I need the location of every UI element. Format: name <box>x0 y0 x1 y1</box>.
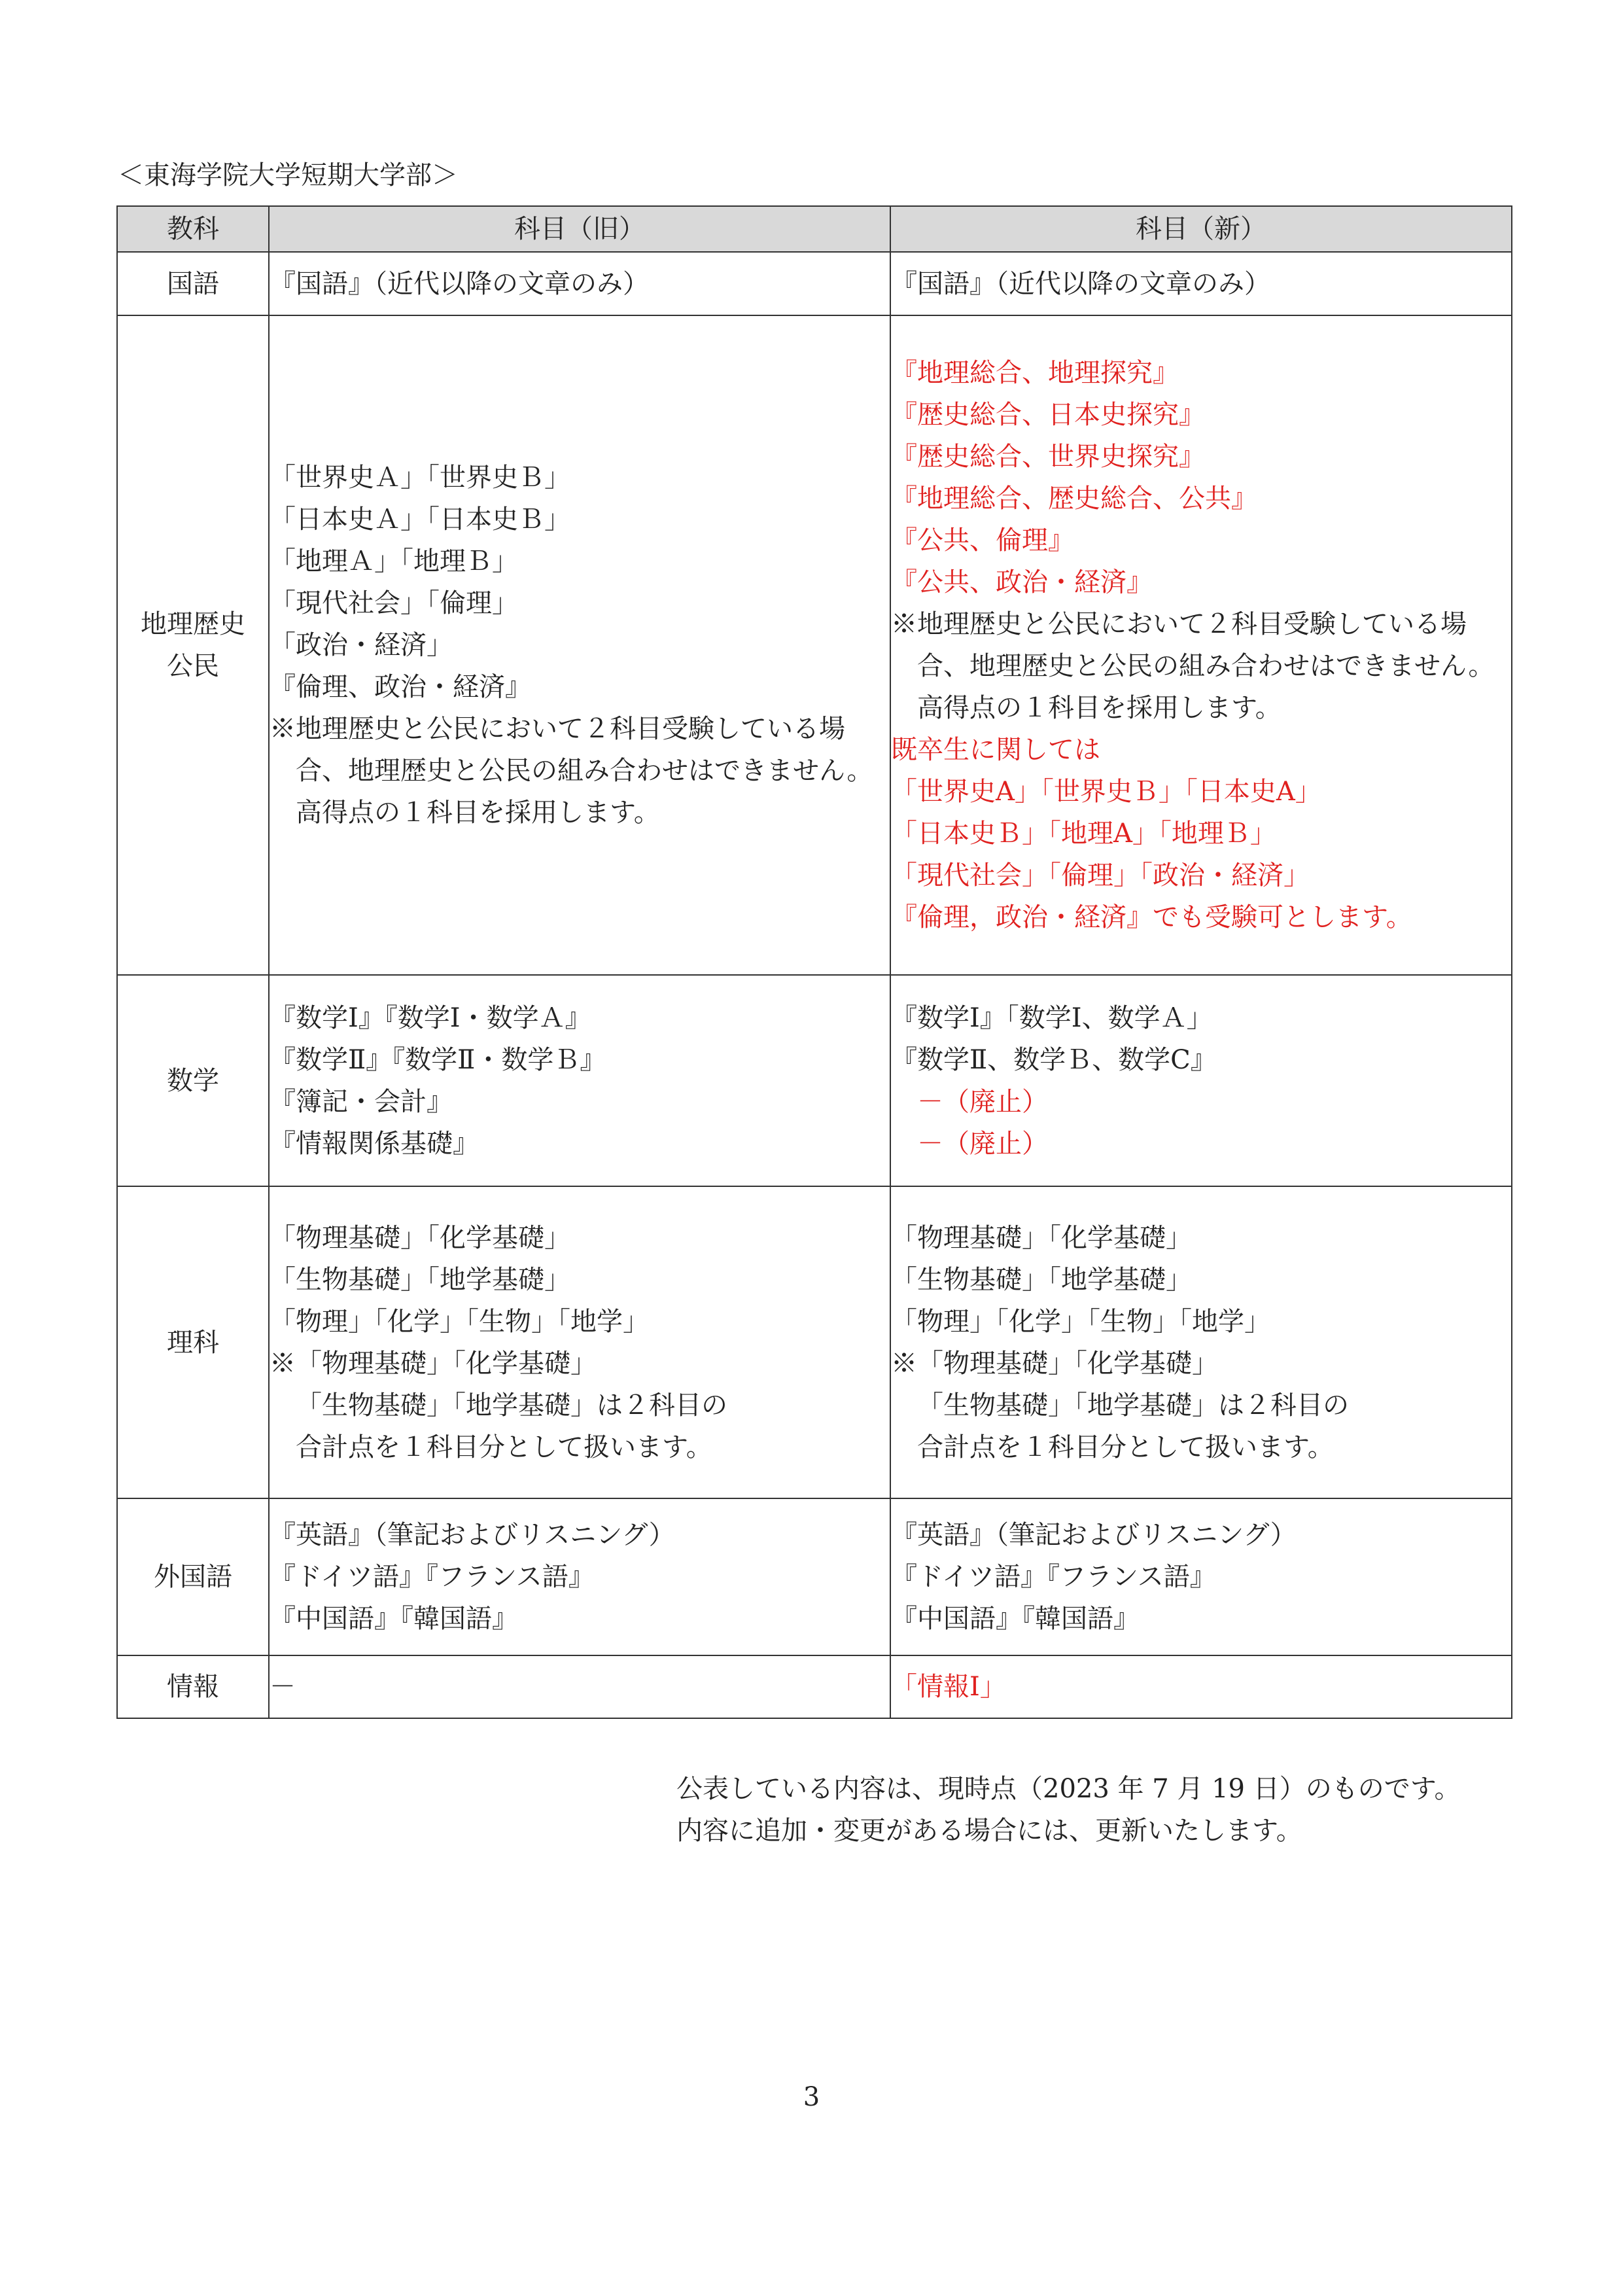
note-text: 合計点を１科目分として扱います。 <box>917 1432 1334 1462</box>
row-sugaku <box>117 975 1512 1186</box>
subjects-table <box>116 205 1512 1719</box>
subject-cell <box>117 315 269 975</box>
list-item: 「政治・経済」 <box>270 630 453 660</box>
list-item: 『中国語』『韓国語』 <box>270 1604 518 1634</box>
list-item: 「物理基礎」「化学基礎」 <box>891 1222 1192 1253</box>
list-item: 「日本史Ａ」「日本史Ｂ」 <box>270 504 570 535</box>
footer-notice <box>676 1768 1461 1852</box>
row-kokugo <box>117 252 1512 315</box>
list-item: 「日本史Ｂ」「地理A」「地理Ｂ」 <box>891 819 1276 849</box>
list-item: 『歴史総合、世界史探究』 <box>891 442 1205 472</box>
subject-cell: 数学 <box>117 975 269 1186</box>
list-item: 「情報Ⅰ」 <box>891 1672 1006 1702</box>
list-item: 『英語』（筆記およびリスニング） <box>891 1520 1297 1550</box>
list-item: 『国語』（近代以降の文章のみ） <box>891 268 1270 299</box>
list-item: 『簿記・会計』 <box>270 1086 453 1117</box>
list-item: 「現代社会」「倫理」 <box>270 588 518 618</box>
list-item: 『英語』（筆記およびリスニング） <box>270 1520 675 1550</box>
note-text: 「生物基礎」「地学基礎」は２科目の <box>296 1390 727 1421</box>
list-item: 『国語』（近代以降の文章のみ） <box>270 268 649 299</box>
header-new: 科目（新） <box>890 206 1512 252</box>
page-number: 3 <box>803 2082 820 2112</box>
abolished-item: －（廃止） <box>917 1128 1048 1159</box>
new-subjects-cell <box>890 1655 1512 1718</box>
row-chireki-koumin <box>117 315 1512 975</box>
header-subject: 教科 <box>117 206 269 252</box>
old-subjects-cell <box>269 975 890 1186</box>
old-subjects-cell <box>269 315 890 975</box>
graduate-note-heading: 既卒生に関しては <box>891 735 1100 765</box>
list-item: 『中国語』『韓国語』 <box>891 1604 1140 1634</box>
list-item: 「生物基礎」「地学基礎」 <box>270 1264 570 1295</box>
list-item: 『地理総合、歴史総合、公共』 <box>891 484 1257 514</box>
list-item: 「物理」「化学」「生物」「地学」 <box>891 1306 1270 1337</box>
list-item: 『倫理，政治・経済』でも受験可とします。 <box>891 902 1412 932</box>
list-item: 『公共、倫理』 <box>891 525 1074 556</box>
list-item: 『数学Ⅱ、数学Ｂ、数学C』 <box>891 1044 1217 1075</box>
new-subjects-cell <box>890 315 1512 975</box>
list-item: 「世界史Ａ」「世界史Ｂ」 <box>270 463 570 493</box>
list-item: 「世界史A」「世界史Ｂ」「日本史A」 <box>891 777 1321 807</box>
header-old: 科目（旧） <box>269 206 890 252</box>
old-subjects-cell <box>269 1186 890 1498</box>
header-row <box>117 206 1512 252</box>
footer-line: 内容に追加・変更がある場合には、更新いたします。 <box>676 1816 1302 1846</box>
list-item: 『歴史総合、日本史探究』 <box>891 400 1205 430</box>
document-title: ＜東海学院大学短期大学部＞ <box>118 160 458 190</box>
list-item: 「地理Ａ」「地理Ｂ」 <box>270 546 518 576</box>
old-subjects-cell <box>269 1655 890 1718</box>
list-item: 「現代社会」「倫理」「政治・経済」 <box>891 860 1310 891</box>
list-item: 『ドイツ語』『フランス語』 <box>270 1562 595 1592</box>
note-text: 「生物基礎」「地学基礎」は２科目の <box>917 1390 1349 1421</box>
subject-cell: 外国語 <box>117 1498 269 1655</box>
row-gaikokugo <box>117 1498 1512 1655</box>
note-text: ※「物理基礎」「化学基礎」 <box>891 1348 1218 1379</box>
abolished-item: －（廃止） <box>917 1086 1048 1117</box>
new-subjects-cell <box>890 1498 1512 1655</box>
list-item: 「物理基礎」「化学基礎」 <box>270 1222 570 1253</box>
note-text: ※地理歴史と公民において２科目受験している場合、地理歴史と公民の組み合わせはできません。高得点の１科目を採用します。 <box>270 714 873 828</box>
list-item: － <box>270 1672 296 1702</box>
subject-cell: 理科 <box>117 1186 269 1498</box>
row-joho <box>117 1655 1512 1718</box>
list-item: 『数学Ⅰ』『数学Ⅰ・数学Ａ』 <box>270 1002 591 1033</box>
new-subjects-cell <box>890 252 1512 315</box>
new-subjects-cell <box>890 1186 1512 1498</box>
list-item: 『数学Ⅱ』『数学Ⅱ・数学Ｂ』 <box>270 1044 606 1075</box>
subject-cell: 国語 <box>117 252 269 315</box>
subject-label-line-2: 公民 <box>167 651 219 681</box>
list-item: 『情報関係基礎』 <box>270 1128 479 1159</box>
list-item: 『数学Ⅰ』「数学Ⅰ、数学Ａ」 <box>891 1002 1213 1033</box>
subject-label-line-1: 地理歴史 <box>141 609 245 639</box>
list-item: 『公共、政治・経済』 <box>891 567 1153 597</box>
footer-line: 公表している内容は、現時点（2023 年 7 月 19 日）のものです。 <box>676 1774 1461 1804</box>
note-text: ※「物理基礎」「化学基礎」 <box>270 1348 597 1379</box>
subject-cell: 情報 <box>117 1655 269 1718</box>
row-rika <box>117 1186 1512 1498</box>
old-subjects-cell <box>269 252 890 315</box>
list-item: 「生物基礎」「地学基礎」 <box>891 1264 1192 1295</box>
list-item: 『倫理、政治・経済』 <box>270 672 531 702</box>
new-subjects-cell <box>890 975 1512 1186</box>
note-text: 合計点を１科目分として扱います。 <box>296 1432 712 1462</box>
list-item: 『地理総合、地理探究』 <box>891 358 1179 388</box>
list-item: 『ドイツ語』『フランス語』 <box>891 1562 1216 1592</box>
list-item: 「物理」「化学」「生物」「地学」 <box>270 1306 649 1337</box>
note-text: ※地理歴史と公民において２科目受験している場合、地理歴史と公民の組み合わせはできません。高得点の１科目を採用します。 <box>891 609 1495 723</box>
old-subjects-cell <box>269 1498 890 1655</box>
